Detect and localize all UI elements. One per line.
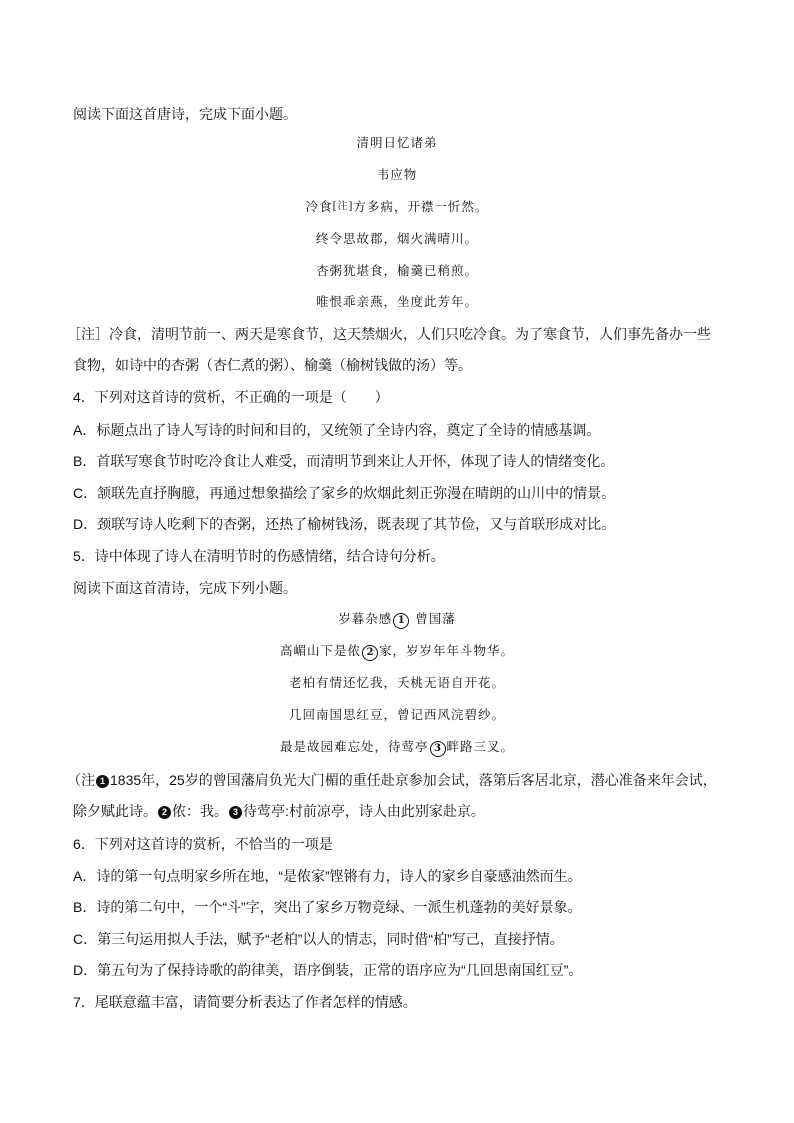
poem2-note-line1: （注 1 1835年，25岁的曾国藩肩负光大门楣的重任赴京参加会试，落第后客居北京，潜心准备来年会试， <box>67 772 717 788</box>
poem2-note-line2: 除夕赋此诗。 2 侬：我。 3 待莺亭:村前凉亭，诗人由此别家赴京。 <box>73 803 485 819</box>
poem1-line2: 终令思故郡，烟火满晴川。 <box>315 231 478 246</box>
question-4-option-d: D．颈联写诗人吃剩下的杏粥，还热了榆树钱汤，既表现了其节俭，又与首联形成对比。 <box>73 516 616 532</box>
question-4-option-a: A．标题点出了诗人写诗的时间和目的，又统领了全诗内容，奠定了全诗的情感基调。 <box>73 422 601 438</box>
question-6-option-a: A．诗的第一句点明家乡所在地，“是侬家”铿锵有力，诗人的家乡自豪感油然而生。 <box>73 868 582 884</box>
question-6-option-b: B．诗的第二句中，一个“斗”字，突出了家乡万物竞绿、一派生机蓬勃的美好景象。 <box>73 899 582 915</box>
poem1-line3: 杏粥犹堪食，榆羹已稍煎。 <box>315 263 478 278</box>
poem2-line4: 最是故园难忘处，待莺亭 3 畔路三叉。 <box>0 738 794 757</box>
question-5: 5．诗中体现了诗人在清明节时的伤感情绪，结合诗句分析。 <box>73 548 445 564</box>
poem1-title: 清明日忆诸弟 <box>356 135 438 150</box>
note-marker-3: 3 <box>229 806 242 819</box>
footnote-marker-1: 1 <box>393 613 409 629</box>
section1-instruction: 阅读下面这首唐诗，完成下面小题。 <box>73 106 297 122</box>
poem1-line1: 冷食[注]方多病，开襟一忻然。 <box>305 199 489 214</box>
section2-instruction: 阅读下面这首清诗，完成下列小题。 <box>73 580 297 596</box>
note-marker-2: 2 <box>158 806 171 819</box>
question-6-stem: 6．下列对这首诗的赏析，不恰当的一项是 <box>73 836 333 852</box>
note-marker-1: 1 <box>96 775 109 788</box>
poem1-note-marker: [注] <box>332 201 354 212</box>
poem2-line1: 高嵋山下是侬 2 家，岁岁年年斗物华。 <box>0 642 794 661</box>
poem2-title-line: 岁暮杂感 1 曾国藩 <box>0 610 794 629</box>
question-4-stem: 4．下列对这首诗的赏析，不正确的一项是（ ） <box>73 389 389 405</box>
question-6-option-c: C．第三句运用拟人手法，赋予“老柏”以人的情志，同时借“柏”写己，直接抒情。 <box>73 931 564 947</box>
poem1-author: 韦应物 <box>376 167 418 182</box>
poem1-note-line2: 食物，如诗中的杏粥（杏仁煮的粥）、榆羹（榆树钱做的汤）等。 <box>73 357 472 373</box>
question-7: 7．尾联意蕴丰富，请简要分析表达了作者怎样的情感。 <box>73 994 417 1010</box>
question-4-option-b: B．首联写寒食节时吃冷食让人难受，而清明节到来让人开怀，体现了诗人的情绪变化。 <box>73 453 615 469</box>
poem1-line4: 唯恨乖亲燕，坐度此芳年。 <box>315 294 478 309</box>
poem1-note-line1: ［注］冷食，清明节前一、两天是寒食节，这天禁烟火，人们只吃冷食。为了寒食节，人们事先备办一些 <box>67 326 711 342</box>
footnote-marker-3: 3 <box>430 741 446 757</box>
poem2-line2: 老柏有情还忆我，夭桃无语自开花。 <box>288 675 505 690</box>
question-4-option-c: C．颔联先直抒胸臆，再通过想象描绘了家乡的炊烟此刻正弥漫在晴朗的山川中的情景。 <box>73 485 616 501</box>
footnote-marker-2: 2 <box>362 645 378 661</box>
question-6-option-d: D．第五句为了保持诗歌的韵律美，语序倒装，正常的语序应为“几回思南国红豆”。 <box>73 962 583 978</box>
poem2-line3: 几回南国思红豆，曾记西风浣碧纱。 <box>288 707 505 722</box>
